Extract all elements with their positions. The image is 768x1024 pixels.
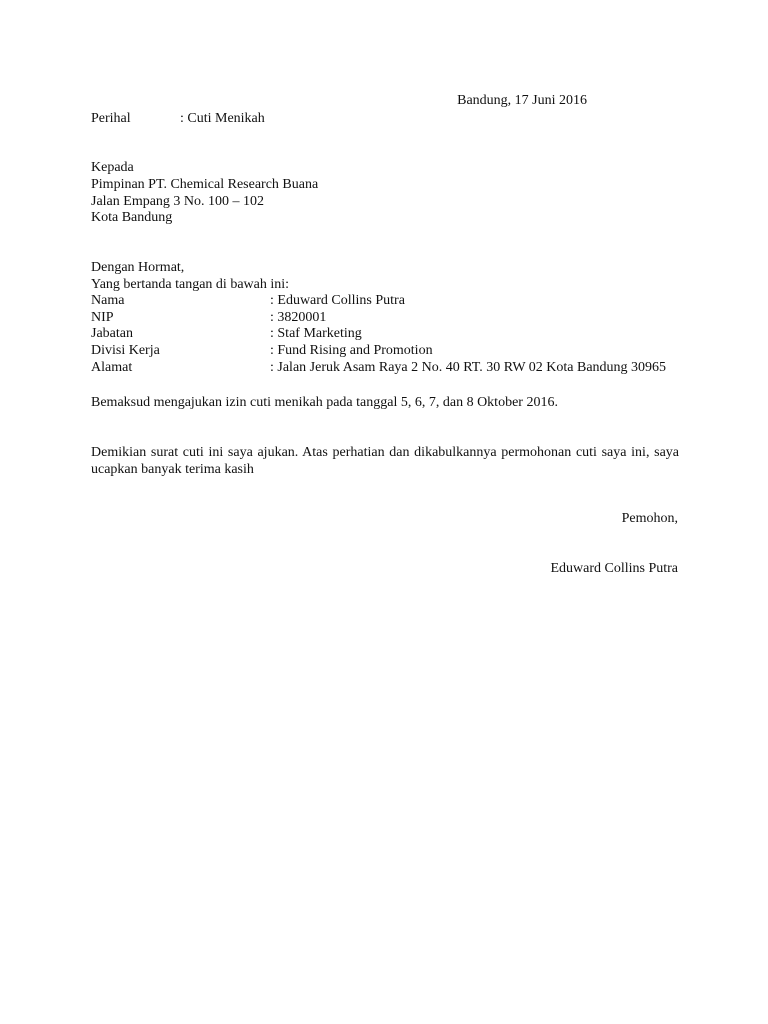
recipient-city: Kota Bandung (91, 210, 173, 225)
recipient-street: Jalan Empang 3 No. 100 – 102 (91, 194, 265, 209)
field-value-jabatan: : Staf Marketing (270, 326, 362, 341)
field-value-nama: : Eduward Collins Putra (270, 293, 405, 308)
recipient-name: Pimpinan PT. Chemical Research Buana (91, 177, 319, 192)
field-label-nip: NIP (91, 310, 114, 325)
greeting: Dengan Hormat, (91, 260, 185, 275)
field-value-alamat: : Jalan Jeruk Asam Raya 2 No. 40 RT. 30 RW 02 Kota Bandung 30965 (270, 360, 667, 375)
field-label-divisi: Divisi Kerja (91, 343, 160, 358)
field-value-divisi: : Fund Rising and Promotion (270, 343, 433, 358)
recipient-kepada: Kepada (91, 160, 134, 175)
intro-text: Yang bertanda tangan di bawah ini: (91, 277, 290, 292)
subject-value: : Cuti Menikah (180, 111, 265, 126)
field-label-nama: Nama (91, 293, 125, 308)
field-label-jabatan: Jabatan (91, 326, 133, 341)
subject-label: Perihal (91, 111, 131, 126)
field-label-alamat: Alamat (91, 360, 133, 375)
field-value-nip: : 3820001 (270, 310, 327, 325)
signature-name: Eduward Collins Putra (550, 561, 678, 576)
request-paragraph: Bemaksud mengajukan izin cuti menikah pada tanggal 5, 6, 7, dan 8 Oktober 2016. (91, 395, 558, 410)
place-date: Bandung, 17 Juni 2016 (457, 93, 587, 108)
closing-paragraph: Demikian surat cuti ini saya ajukan. Atas perhatian dan dikabulkannya permohonan cuti saya ini, saya ucapkan banyak terima kasih (91, 445, 679, 477)
signature-label: Pemohon, (621, 511, 678, 526)
